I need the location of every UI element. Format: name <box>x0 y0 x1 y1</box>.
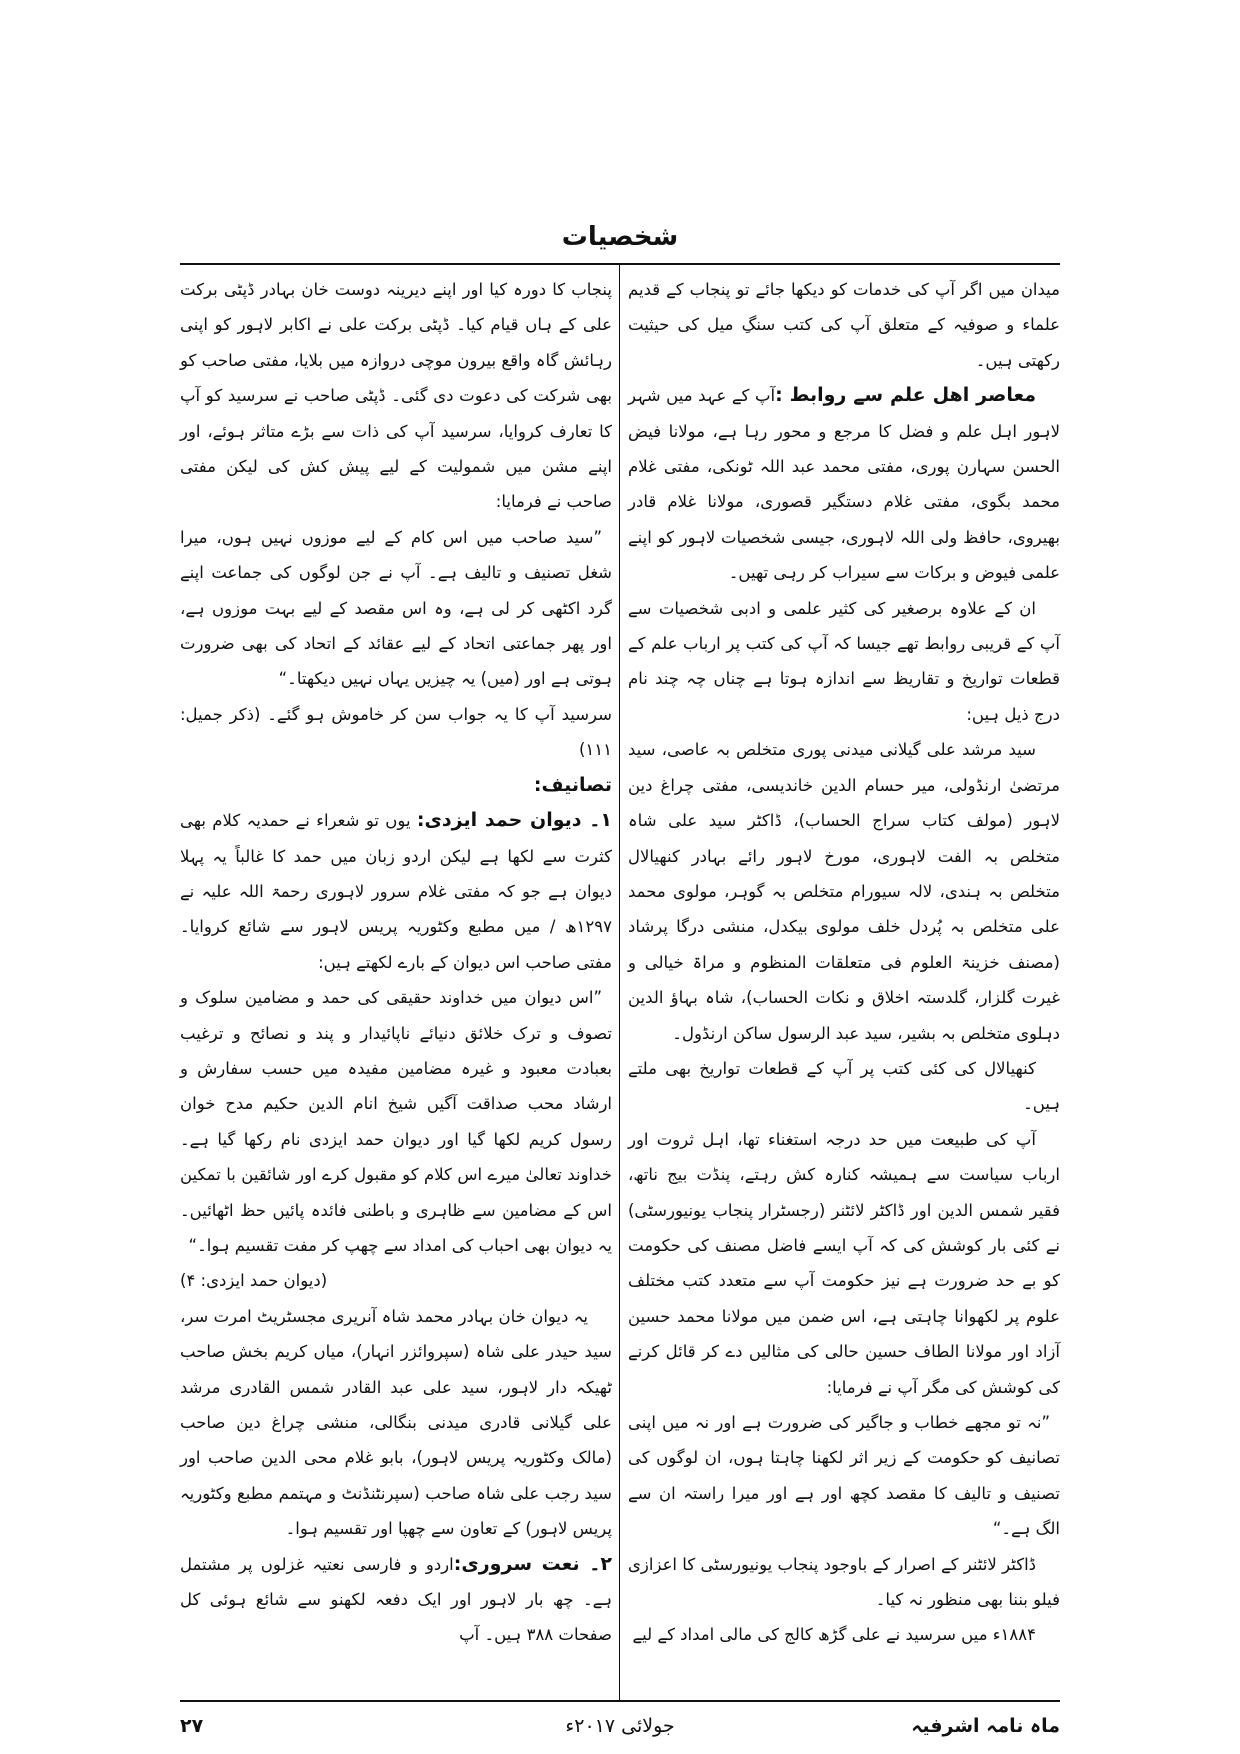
paragraph: یہ دیوان خان بہادر محمد شاہ آنریری مجسٹریٹ امرت سر، سید حیدر علی شاہ (سپروائزر انہار)، میاں کریم بخش صاحب ٹھیکہ دار لاہور، سید علی عبد القادر شمس القادری مرشد علی گیلانی قادری میدنی بنگالی، منشی چراغ دین صاحب (مالک وکٹوریہ پریس لاہور)، بابو غلام محی الدین صاحب اور سید رجب علی شاہ صاحب (سپرنٹنڈنٹ و مہتمم مطبع وکٹوریہ پریس لاہور) کے تعاون سے چھپا اور تقسیم ہوا۔ <box>180 1306 612 1539</box>
paragraph: میدان میں اگر آپ کی خدمات کو دیکھا جائے تو پنجاب کے قدیم علماء و صوفیہ کے متعلق آپ کی کتب سنگِ میل کی حیثیت رکھتی ہیں۔ <box>628 280 1060 370</box>
column-divider <box>619 265 620 1700</box>
block-quote: ”اس دیوان میں خداوند حقیقی کی حمد و مضامین سلوک و تصوف و ترک خلائق دنیائے ناپائیدار و پند و نصائح و ترغیب بعبادت معبود و غیرہ مضامین مفیدہ میں حسب سفارش و ارشاد محب صداقت آگیں شیخ انام الدین حکیم مدح خوان رسول کریم لکھا گیا اور دیوان حمد ایزدی نام رکھا گیا ہے۔ خداوند تعالیٰ میرے اس کلام کو مقبول کرے اور شائقین با تمکین اس کے مضامین سے ظاہری و باطنی فائدہ پائیں حظ اٹھائیں۔ یہ دیوان بھی احباب کی امداد سے چھپ کر مفت تقسیم ہوا۔“ <box>180 988 612 1255</box>
paragraph <box>628 378 1060 590</box>
paragraph <box>180 803 612 980</box>
journal-name: ماہ نامہ اشرفیہ <box>911 1715 1060 1737</box>
paragraph-text: اردو و فارسی نعتیہ غزلوں پر مشتمل ہے۔ چھ بار لاہور اور ایک دفعہ لکھنو سے شائع ہوئی کل صفحات ۳۸۸ ہیں۔ آپ <box>180 1554 612 1645</box>
paragraph: سید مرشد علی گیلانی میدنی پوری متخلص بہ عاصی، سید مرتضیٰ ارنڈولی، میر حسام الدین خاندیسی، مفتی چراغ دین لاہور (مولف کتاب سراج الحساب)، ڈاکٹر سید علی شاہ متخلص بہ الفت لاہوری، مورخ لاہور رائے بہادر کنھیالال متخلص بہ ہندی، لالہ سیورام متخلص بہ گوہر، مولوی محمد علی متخلص بہ پُردل خلف مولوی بیکدل، منشی درگا پرشاد (مصنف خزینۃ العلوم فی متعلقات المنظوم و مراۃ خیالی و غیرت گلزار، گلدستہ اخلاق و نکات الحساب)، شاہ بہاؤ الدین دہلوی متخلص بہ بشیر، سید عبد الرسول ساکن ارنڈول۔ <box>628 740 1060 1043</box>
issue-date: جولائی ۲۰۱۷ء <box>565 1715 675 1737</box>
paragraph: ڈاکٹر لائٹنر کے اصرار کے باوجود پنجاب یونیورسٹی کا اعزازی فیلو بننا بھی منظور نہ کیا۔ <box>628 1554 1060 1610</box>
page-number: ۲۷ <box>180 1715 204 1737</box>
right-column <box>628 272 1060 1653</box>
paragraph: ۱۸۸۴ء میں سرسید نے علی گڑھ کالج کی مالی امداد کے لیے <box>632 1625 1036 1645</box>
header-rule <box>180 263 1060 265</box>
section-heading: معاصر اھل علم سے روابط : <box>775 384 1036 407</box>
paragraph: ان کے علاوہ برصغیر کی کثیر علمی و ادبی شخصیات سے آپ کے قریبی روابط تھے جیسا کہ آپ کی کتب پر ارباب علم کے قطعات تواریخ و تقاریظ سے اندازہ ہوتا ہے چناں چہ چند نام درج ذیل ہیں: <box>628 598 1060 724</box>
subsection-heading: ۲۔ نعت سروری: <box>453 1552 612 1575</box>
paragraph: کنھیالال کی کئی کتب پر آپ کے قطعات تواریخ بھی ملتے ہیں۔ <box>628 1058 1060 1114</box>
paragraph-text: یوں تو شعراء نے حمدیہ کلام بھی کثرت سے لکھا ہے لیکن اردو زبان میں حمد کا غالباً یہ پہلا دیوان ہے جو کہ مفتی غلام سرور لاہوری رحمۃ اللہ علیہ نے ۱۲۹۷ھ / میں مطبع وکٹوریہ پریس لاہور سے شائع کروایا۔ مفتی صاحب اس دیوان کے بارے لکھتے ہیں: <box>180 811 612 972</box>
block-quote: ”سید صاحب میں اس کام کے لیے موزوں نہیں ہوں، میرا شغل تصنیف و تالیف ہے۔ آپ نے جن لوگوں کی جماعت اپنے گرد اکٹھی کر لی ہے، وہ اس مقصد کے لیے بہت موزوں ہے، اور پھر جماعتی اتحاد کے لیے عقائد کے اتحاد کی بھی ضرورت ہوتی ہے اور (میں) یہ چیزیں یہاں نہیں دیکھتا۔“ <box>180 527 612 689</box>
subsection-heading: ۱۔ دیوان حمد ایزدی: <box>416 809 613 832</box>
paragraph: آپ کی طبیعت میں حد درجہ استغناء تھا، اہل ثروت اور ارباب سیاست سے ہمیشہ کنارہ کش رہتے، پنڈت بیج ناتھ، فقیر شمس الدین اور ڈاکٹر لائٹنر (رجسٹرار پنجاب یونیورسٹی) نے کئی بار کوشش کی کہ آپ ایسے فاضل مصنف کی حکومت کو بے حد ضرورت ہے نیز حکومت آپ سے متعدد کتب مختلف علوم پر لکھوانا چاہتی ہے، اس ضمن میں مولانا محمد حسین آزاد اور مولانا الطاف حسین حالی کی مثالیں دے کر قائل کرنے کی کوشش کی مگر آپ نے فرمایا: <box>628 1129 1060 1397</box>
paragraph-text: آپ کے عہد میں شہر لاہور اہل علم و فضل کا مرجع و محور رہا ہے، مولانا فیض الحسن سہارن پوری، مفتی محمد عبد اللہ ٹونکی، مفتی غلام محمد بگوی، مفتی غلام دستگیر قصوری، مولانا غلام قادر بھیروی، حافظ ولی اللہ لاہوری، جیسی شخصیات لاہور کو اپنے علمی فیوض و برکات سے سیراب کر رہی تھیں۔ <box>628 386 1060 583</box>
citation: (دیوان حمد ایزدی: ۴) <box>180 1271 328 1291</box>
paragraph: پنجاب کا دورہ کیا اور اپنے دیرینہ دوست خان بہادر ڈپٹی برکت علی کے ہاں قیام کیا۔ ڈپٹی برکت علی نے اکابر لاہور کو اپنی رہائش گاہ واقع بیرون موچی دروازہ میں بلایا، مفتی صاحب کو بھی شرکت کی دعوت دی گئی۔ ڈپٹی صاحب نے سرسید کو آپ کا تعارف کروایا، سرسید آپ کی ذات سے بڑے متاثر ہوئے، اور اپنے مشن میں شمولیت کے لیے پیش کش کی لیکن مفتی صاحب نے فرمایا: <box>180 280 612 512</box>
footer-rule <box>180 1700 1060 1702</box>
block-quote: ”نہ تو مجھے خطاب و جاگیر کی ضرورت ہے اور نہ میں اپنی تصانیف کو حکومت کے زیر اثر لکھنا چاہتا ہوں، ان لوگوں کی تصنیف و تالیف کا مقصد کچھ اور ہے اور میرا راستہ ان سے الگ ہے۔“ <box>628 1413 1060 1539</box>
paragraph <box>180 1547 612 1653</box>
paragraph: سرسید آپ کا یہ جواب سن کر خاموش ہو گئے۔ (ذکر جمیل: ۱۱۱) <box>180 704 612 760</box>
left-column <box>180 272 612 1653</box>
section-heading: تصانیف: <box>533 773 612 796</box>
page-title: شخصیات <box>561 222 679 252</box>
